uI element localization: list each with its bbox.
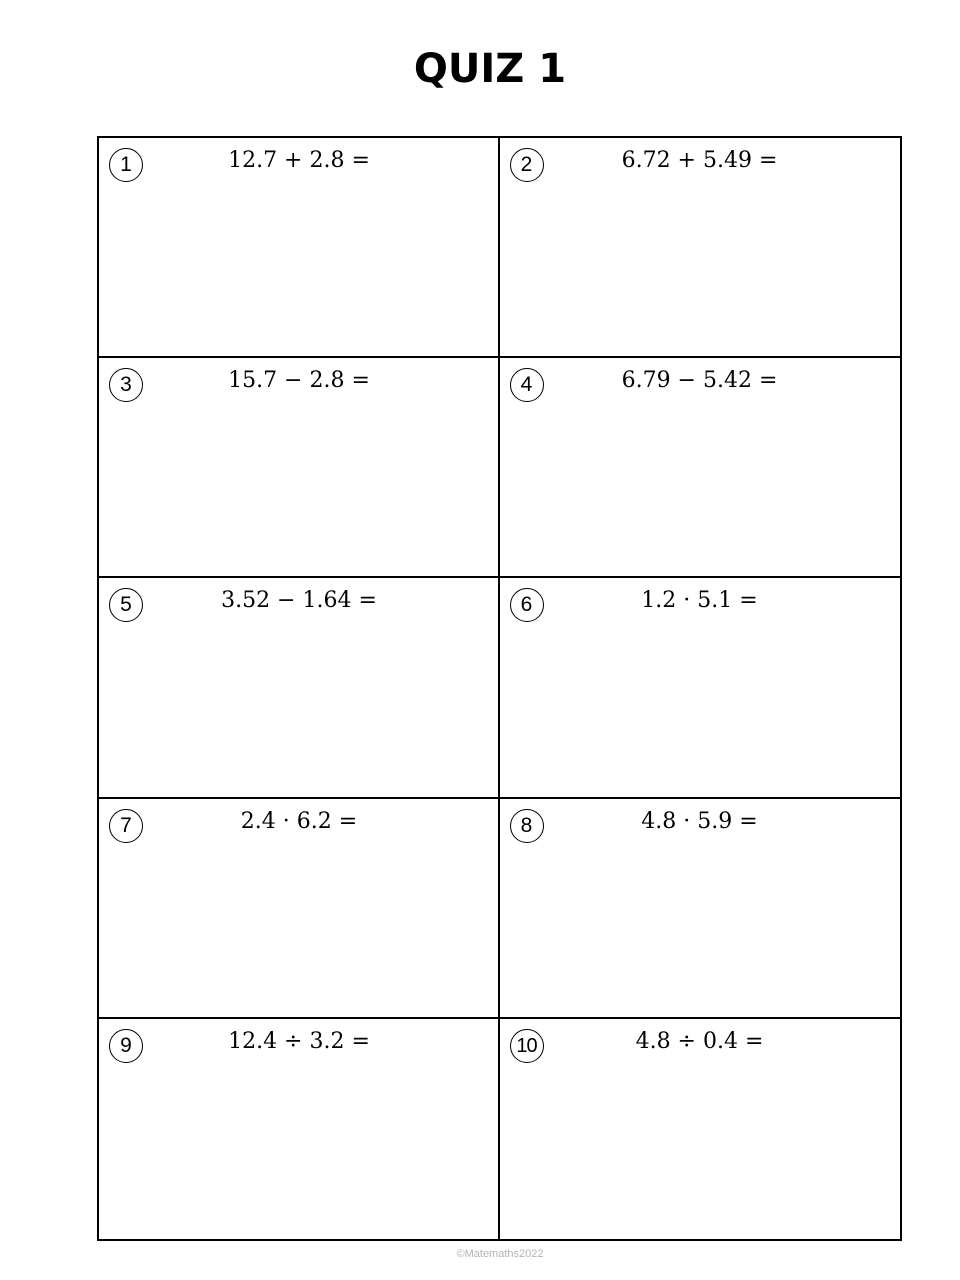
problem-expression: 3.52 − 1.64 =	[221, 588, 377, 614]
page-title: QUIZ 1	[413, 46, 567, 92]
problem-grid	[97, 136, 902, 1241]
problem-number-badge: 5	[109, 588, 143, 622]
problem-number-badge: 1	[109, 148, 143, 182]
problem-expression: 15.7 − 2.8 =	[228, 368, 370, 394]
problem-cell-8[interactable]	[500, 799, 901, 1019]
problem-expression: 1.2 · 5.1 =	[641, 588, 758, 614]
problem-cell-3[interactable]	[99, 358, 500, 578]
problem-cell-6[interactable]	[500, 578, 901, 798]
problem-expression: 6.72 + 5.49 =	[621, 148, 778, 173]
problem-expression: 4.8 · 5.9 =	[641, 808, 758, 834]
problem-expression: 6.79 − 5.42 =	[621, 368, 778, 394]
problem-cell-5[interactable]	[99, 578, 500, 798]
problem-number-badge: 10	[510, 1029, 544, 1063]
problem-number-badge: 4	[510, 368, 544, 402]
problem-cell-2[interactable]	[500, 138, 901, 358]
problem-cell-1[interactable]	[99, 138, 500, 358]
problem-cell-7[interactable]	[99, 799, 500, 1019]
problem-number-badge: 9	[109, 1029, 143, 1063]
problem-number-badge: 8	[510, 809, 544, 843]
problem-cell-4[interactable]	[500, 358, 901, 578]
problem-number-badge: 2	[510, 148, 544, 182]
problem-number-badge: 6	[510, 588, 544, 622]
problem-expression: 12.7 + 2.8 =	[228, 148, 370, 173]
problem-number-badge: 7	[109, 809, 143, 843]
problem-number-badge: 3	[109, 368, 143, 402]
problem-cell-9[interactable]	[99, 1019, 500, 1239]
problem-expression: 2.4 · 6.2 =	[240, 808, 358, 834]
problem-expression: 4.8 ÷ 0.4 =	[635, 1028, 764, 1054]
problem-expression: 12.4 ÷ 3.2 =	[228, 1028, 370, 1054]
copyright-footer: ©Matemaths2022	[456, 1248, 544, 1260]
problem-cell-10[interactable]	[500, 1019, 901, 1239]
